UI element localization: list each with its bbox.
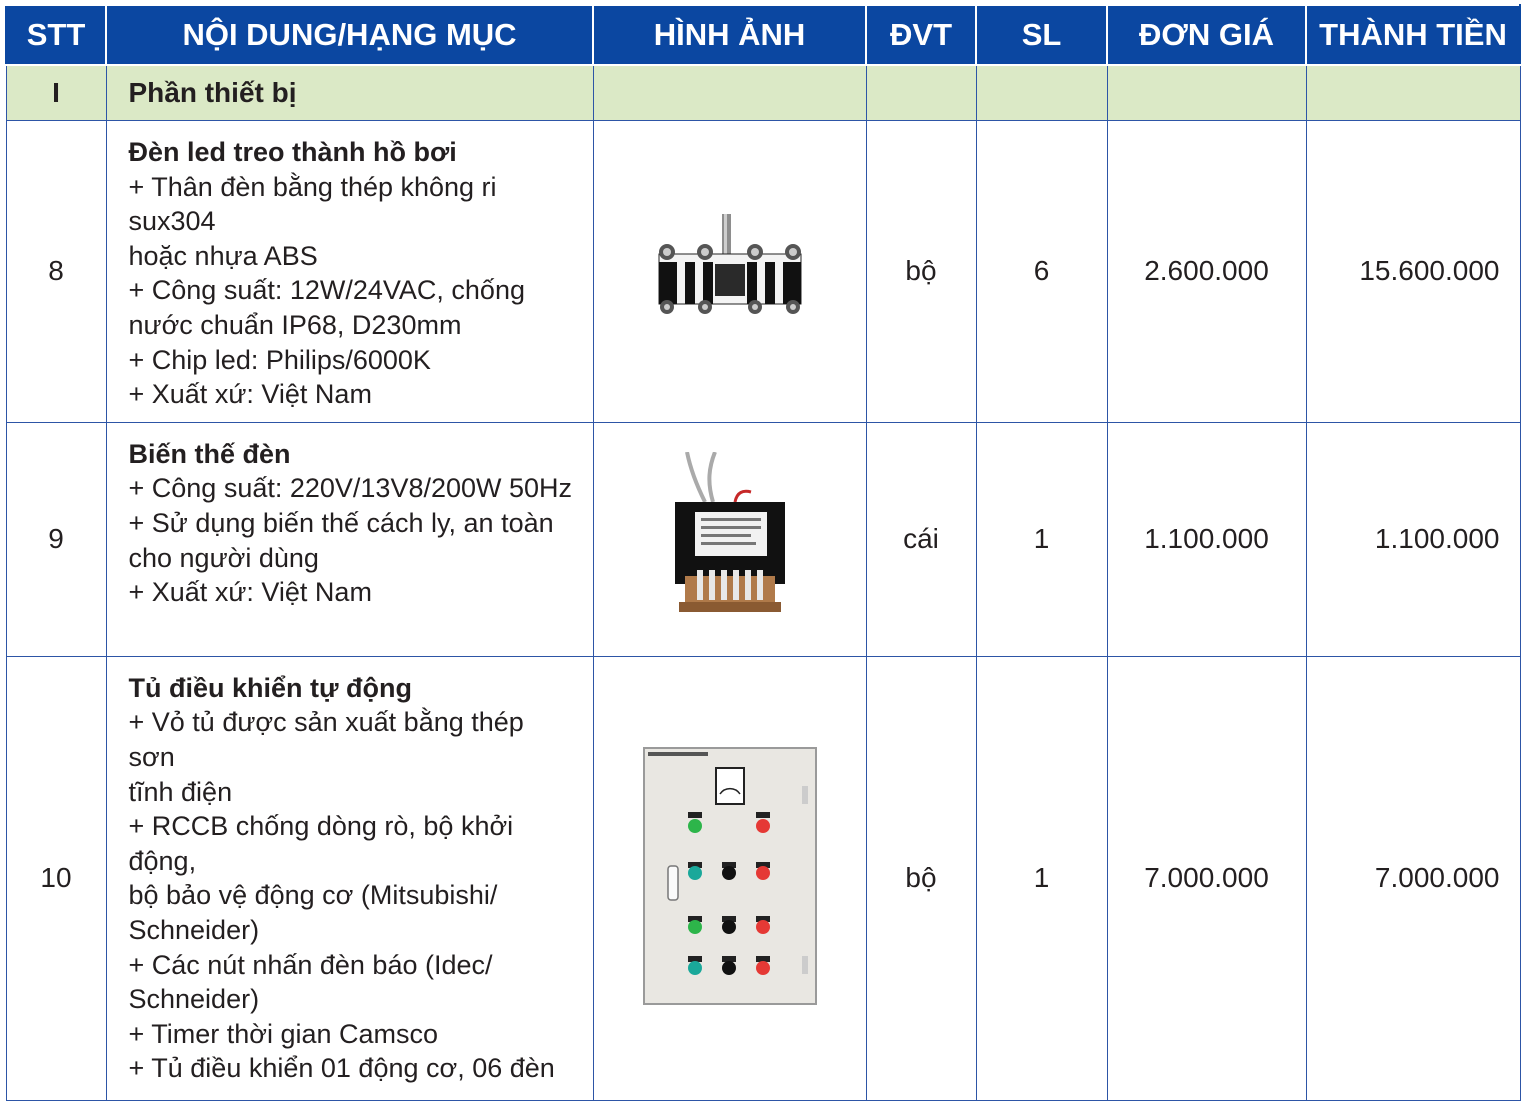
row-line: bộ bảo vệ động cơ (Mitsubishi/ — [128, 880, 498, 911]
row-unit: bộ — [866, 656, 976, 1100]
section-name: Phần thiết bị — [106, 65, 593, 121]
row-line: + Công suất: 220V/13V8/200W 50Hz — [128, 473, 573, 504]
row-line: + Các nút nhấn đèn báo (Idec/ — [128, 949, 493, 980]
row-line: + Vỏ tủ được sản xuất bằng thép sơn — [128, 707, 524, 772]
row-title: Đèn led treo thành hồ bơi — [128, 137, 457, 167]
row-stt: 9 — [6, 422, 106, 656]
row-image — [593, 121, 866, 423]
pool-led-light-bracket-icon — [645, 214, 815, 324]
row-line: hoặc nhựa ABS — [128, 240, 318, 271]
header-content: NỘI DUNG/HẠNG MỤC — [106, 5, 593, 65]
control-cabinet-icon — [642, 746, 818, 1006]
table-row — [6, 121, 1520, 423]
row-line: + Timer thời gian Camsco — [128, 1018, 439, 1049]
header-total: THÀNH TIỀN — [1306, 5, 1520, 65]
row-line: nước chuẩn IP68, D230mm — [128, 309, 462, 340]
row-total: 1.100.000 — [1306, 422, 1520, 656]
row-description — [106, 121, 593, 423]
row-line: + Chip led: Philips/6000K — [128, 344, 431, 375]
row-line: cho người dùng — [128, 542, 319, 573]
row-unit: cái — [866, 422, 976, 656]
header-price: ĐƠN GIÁ — [1107, 5, 1306, 65]
transformer-icon — [665, 452, 795, 622]
row-image — [593, 422, 866, 656]
row-qty: 1 — [976, 422, 1107, 656]
row-line: + Tủ điều khiển 01 động cơ, 06 đèn — [128, 1053, 555, 1084]
row-line: Schneider) — [128, 914, 260, 945]
section-row — [6, 65, 1520, 121]
header-qty: SL — [976, 5, 1107, 65]
row-description — [106, 422, 593, 656]
row-qty: 6 — [976, 121, 1107, 423]
header-image: HÌNH ẢNH — [593, 5, 866, 65]
row-line: tĩnh điện — [128, 776, 233, 807]
row-qty: 1 — [976, 656, 1107, 1100]
row-description — [106, 656, 593, 1100]
row-line: + Xuất xứ: Việt Nam — [128, 577, 372, 608]
row-title: Biến thế đèn — [128, 438, 291, 469]
row-stt: 8 — [6, 121, 106, 423]
header-unit: ĐVT — [866, 5, 976, 65]
row-title: Tủ điều khiển tự động — [128, 672, 413, 703]
row-price: 1.100.000 — [1107, 422, 1306, 656]
header-row — [6, 5, 1520, 65]
table-row — [6, 422, 1520, 656]
row-line: + Thân đèn bằng thép không ri sux304 — [128, 171, 497, 237]
row-image — [593, 656, 866, 1100]
quotation-table — [5, 4, 1521, 1101]
table-row — [6, 656, 1520, 1100]
row-price: 2.600.000 — [1107, 121, 1306, 423]
row-stt: 10 — [6, 656, 106, 1100]
row-unit: bộ — [866, 121, 976, 423]
row-line: + Sử dụng biến thế cách ly, an toàn — [128, 507, 554, 538]
row-price: 7.000.000 — [1107, 656, 1306, 1100]
row-line: + RCCB chống dòng rò, bộ khởi động, — [128, 811, 514, 876]
row-line: Schneider) — [128, 984, 260, 1015]
row-line: + Xuất xứ: Việt Nam — [128, 379, 372, 410]
row-total: 15.600.000 — [1306, 121, 1520, 423]
row-total: 7.000.000 — [1306, 656, 1520, 1100]
row-line: + Công suất: 12W/24VAC, chống — [128, 275, 525, 306]
section-stt: I — [6, 65, 106, 121]
header-stt: STT — [6, 5, 106, 65]
